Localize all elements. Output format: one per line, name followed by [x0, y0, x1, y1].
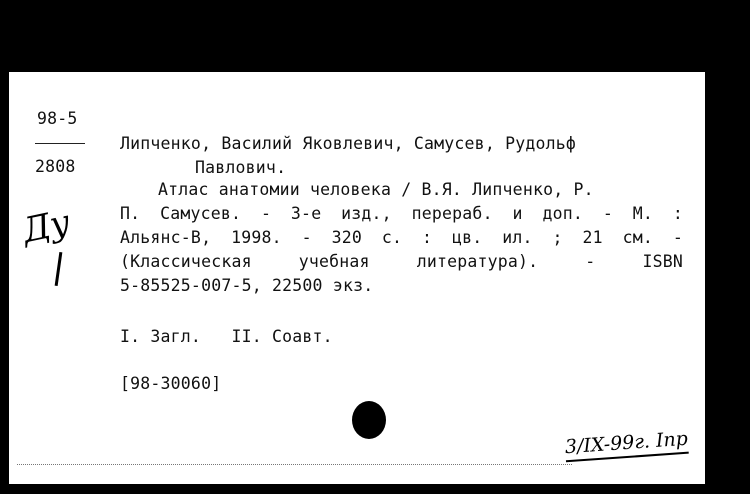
description-line-2: П. Самусев. - 3-е изд., перераб. и доп. - М. :: [120, 204, 683, 223]
punch-hole: [352, 401, 386, 439]
handwritten-date: 3/IX-99г. Inp: [564, 428, 689, 463]
tracings: I. Загл. II. Соавт.: [120, 327, 333, 346]
shelf-mark: 98-5: [37, 109, 78, 128]
author-heading-line2: Павлович.: [195, 158, 287, 177]
description-line-5: 5-85525-007-5, 22500 экз.: [120, 276, 374, 295]
description-line-1: Атлас анатомии человека / В.Я. Липченко, Р.: [158, 180, 594, 199]
catalog-card: [9, 72, 705, 484]
description-line-4: (Классическая учебная литература). - ISBN: [120, 252, 683, 271]
handwritten-mark-left: [55, 252, 63, 286]
author-heading-line1: Липченко, Василий Яковлевич, Самусев, Рудольф: [120, 134, 577, 153]
description-line-3: Альянс-В, 1998. - 320 с. : цв. ил. ; 21 см. -: [120, 228, 683, 247]
call-number: 2808: [35, 157, 76, 176]
bottom-dotted-line: [17, 464, 572, 465]
handwritten-annotation-left: Ду: [19, 202, 74, 252]
record-number: [98-30060]: [120, 374, 222, 393]
shelf-mark-divider: [35, 143, 85, 144]
